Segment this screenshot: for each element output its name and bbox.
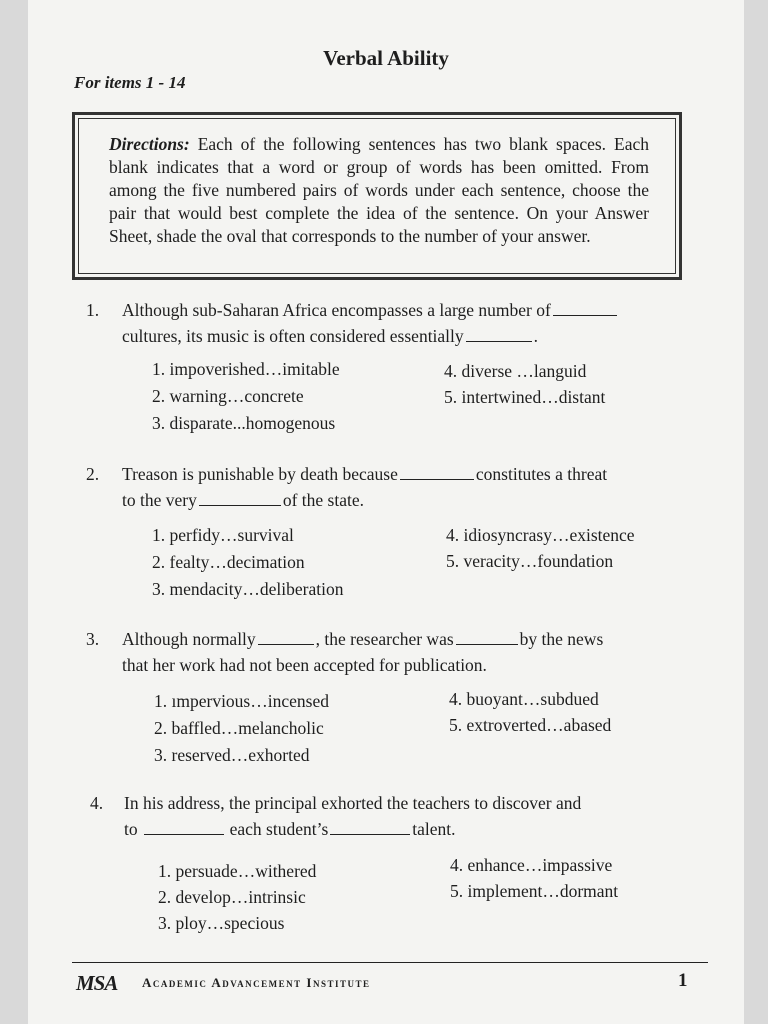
answer-choice: 5. implement…dormant — [450, 881, 619, 901]
question-3-line-2 — [86, 652, 726, 678]
question-text: Although normally — [122, 629, 256, 649]
question-number: 3. — [86, 629, 100, 649]
answer-blank — [330, 818, 410, 835]
answer-blank — [144, 818, 224, 835]
question-4-line-2 — [86, 816, 726, 842]
question-text: , the researcher was — [315, 629, 454, 649]
answer-choice: 1. persuade…withered — [158, 861, 317, 881]
answer-choice: 4. enhance…impassive — [450, 855, 613, 875]
question-number: 4. — [90, 793, 104, 813]
question-1 — [86, 297, 726, 349]
question-1-line-2 — [86, 323, 726, 349]
answer-choice: 2. develop…intrinsic — [158, 887, 306, 907]
items-range-label: For items 1 - 14 — [74, 73, 186, 92]
directions-label: Directions: — [109, 134, 190, 154]
answer-blank — [553, 299, 617, 316]
directions-text: Each of the following sentences has two blank spaces. Each blank indicates that a word or group of words has been omitted. From among the five numbered pairs of words under each sentence, choose the pair that would best complete the idea of the sentence. On your Answer Sheet, shade the oval that corresponds to the number of your answer. — [109, 134, 650, 246]
answer-choice: 5. extroverted…abased — [449, 715, 612, 735]
question-text: cultures, its music is often considered essentially — [122, 326, 464, 346]
answer-choice: 2. warning…concrete — [152, 386, 304, 406]
answer-choice: 4. diverse …languid — [444, 361, 587, 381]
question-text: In his address, the principal exhorted the teachers to discover and — [124, 793, 582, 813]
answer-blank — [466, 325, 532, 342]
footer-divider — [72, 962, 708, 963]
question-3-line-1 — [86, 626, 726, 652]
question-text: Treason is punishable by death because — [122, 464, 398, 484]
question-4-line-1 — [86, 790, 726, 816]
answer-blank — [456, 628, 518, 645]
question-text: Although sub-Saharan Africa encompasses a large number of — [122, 300, 551, 320]
question-4 — [86, 790, 726, 842]
directions-box — [72, 112, 682, 280]
question-2 — [86, 461, 726, 513]
question-2-line-1 — [86, 461, 726, 487]
answer-choice: 4. idiosyncrasy…existence — [446, 525, 635, 545]
question-text: that her work had not been accepted for publication. — [122, 655, 487, 675]
question-1-line-1 — [86, 297, 726, 323]
answer-choice: 1. ımpervious…incensed — [154, 691, 329, 711]
institute-name: Academic Advancement Institute — [142, 975, 371, 990]
answer-choice: 3. ploy…specious — [158, 913, 285, 933]
answer-choice: 4. buoyant…subdued — [449, 689, 599, 709]
question-text: constitutes a threat — [475, 464, 608, 484]
question-3 — [86, 626, 726, 678]
answer-choice: 2. fealty…decimation — [152, 552, 305, 572]
answer-blank — [400, 463, 474, 480]
answer-choice: 3. reserved…exhorted — [154, 745, 310, 765]
question-text: . — [533, 326, 539, 346]
question-number: 2. — [86, 464, 100, 484]
worksheet-page — [28, 0, 744, 1024]
answer-blank — [199, 489, 281, 506]
question-text: to the very — [122, 490, 197, 510]
answer-blank — [258, 628, 314, 645]
answer-choice: 5. veracity…foundation — [446, 551, 614, 571]
answer-choice: 1. impoverished…imitable — [152, 359, 340, 379]
page-title: Verbal Ability — [323, 46, 449, 70]
answer-choice: 5. intertwined…distant — [444, 387, 606, 407]
question-2-line-2 — [86, 487, 726, 513]
answer-choice: 3. mendacity…deliberation — [152, 579, 344, 599]
answer-choice: 1. perfidy…survival — [152, 525, 294, 545]
question-number: 1. — [86, 300, 100, 320]
question-text: each student’s — [229, 819, 329, 839]
question-text: by the news — [519, 629, 604, 649]
answer-choice: 2. baffled…melancholic — [154, 718, 324, 738]
directions-text-block — [78, 118, 676, 274]
msa-logo: MSA — [76, 971, 118, 995]
answer-choice: 3. disparate...homogenous — [152, 413, 336, 433]
page-number: 1 — [678, 970, 688, 991]
question-text: talent. — [412, 819, 456, 839]
question-text: of the state. — [282, 490, 364, 510]
question-text: to — [124, 819, 138, 839]
